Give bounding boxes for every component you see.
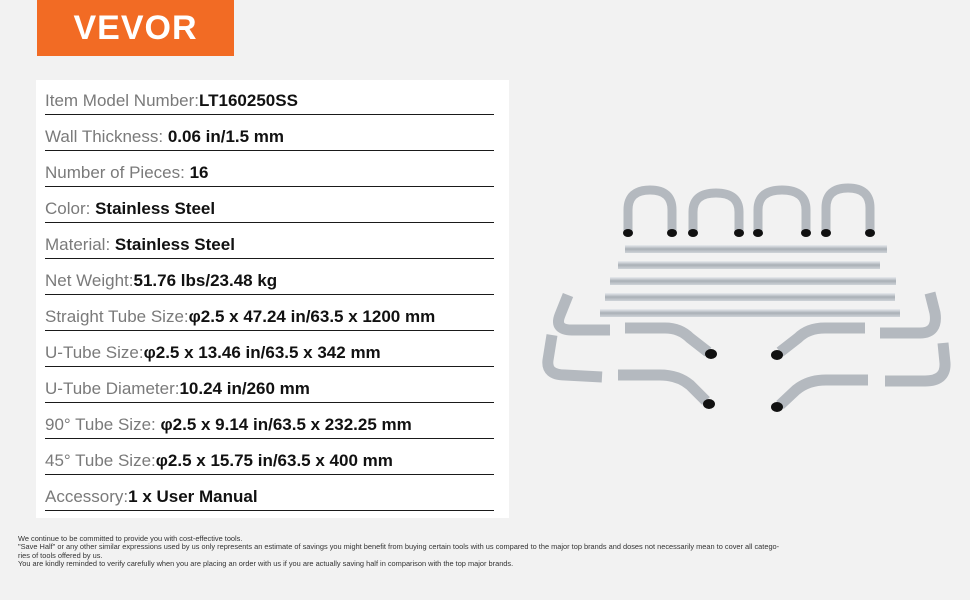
spec-value: Stainless Steel — [95, 199, 216, 218]
disclaimer-line: You are kindly reminded to verify carefully when you are placing an order with us if you are actually saving half in comparison with the top major brands. — [18, 559, 514, 569]
spec-label: Material: — [45, 235, 115, 254]
spec-row-model — [45, 80, 494, 115]
spec-value: φ2.5 x 15.75 in/63.5 x 400 mm — [155, 451, 393, 470]
spec-value: Stainless Steel — [114, 235, 235, 254]
spec-row-color — [45, 188, 494, 223]
spec-label: Straight Tube Size: — [45, 307, 189, 326]
logo-text: VEVOR — [73, 8, 198, 47]
spec-value: 16 — [189, 163, 209, 182]
spec-label: Net Weight: — [45, 271, 134, 290]
elbow-openings — [703, 349, 783, 412]
spec-value: 10.24 in/260 mm — [179, 379, 310, 398]
spec-value: φ2.5 x 47.24 in/63.5 x 1200 mm — [188, 307, 436, 326]
spec-label: 45° Tube Size: — [45, 451, 156, 470]
disclaimer — [18, 535, 958, 569]
spec-card — [36, 80, 509, 518]
spec-label: Item Model Number: — [45, 91, 199, 110]
u-tubes — [628, 188, 870, 233]
spec-value: φ2.5 x 13.46 in/63.5 x 342 mm — [143, 343, 381, 362]
disclaimer-line: ries of tools offered by us. — [18, 550, 103, 560]
spec-label: Accessory: — [45, 487, 129, 506]
disclaimer-line: "Save Half" or any other similar expressions used by us only represents an estimate of savings you might benefit from buying certain tools with us compared to the major top brands and doses not necessarily mean to cover all catego- — [18, 542, 780, 552]
elbow-90-tubes — [548, 293, 945, 381]
spec-label: U-Tube Diameter: — [45, 379, 180, 398]
spec-label: Color: — [45, 199, 96, 218]
spec-value: 1 x User Manual — [128, 487, 258, 506]
spec-row-90-tube — [45, 404, 494, 439]
vevor-logo — [37, 0, 234, 56]
spec-value: LT160250SS — [199, 91, 298, 110]
disclaimer-line: We continue to be committed to provide you with cost-effective tools. — [18, 534, 243, 543]
spec-label: U-Tube Size: — [45, 343, 144, 362]
elbow-45-tubes — [618, 328, 868, 405]
spec-row-accessory — [45, 476, 494, 511]
spec-label: 90° Tube Size: — [45, 415, 161, 434]
spec-value: φ2.5 x 9.14 in/63.5 x 232.25 mm — [160, 415, 412, 434]
spec-row-wall-thickness — [45, 116, 494, 151]
spec-label: Wall Thickness: — [45, 127, 168, 146]
spec-row-net-weight — [45, 260, 494, 295]
spec-row-material — [45, 224, 494, 259]
straight-tubes — [600, 245, 900, 317]
spec-row-pieces — [45, 152, 494, 187]
spec-value: 0.06 in/1.5 mm — [167, 127, 285, 146]
pipe-kit-image — [530, 175, 960, 425]
spec-row-straight-tube — [45, 296, 494, 331]
spec-row-45-tube — [45, 440, 494, 475]
spec-row-u-tube-size — [45, 332, 494, 367]
tube-openings — [623, 229, 875, 237]
spec-value: 51.76 lbs/23.48 kg — [133, 271, 278, 290]
spec-row-u-tube-diameter — [45, 368, 494, 403]
spec-label: Number of Pieces: — [45, 163, 190, 182]
